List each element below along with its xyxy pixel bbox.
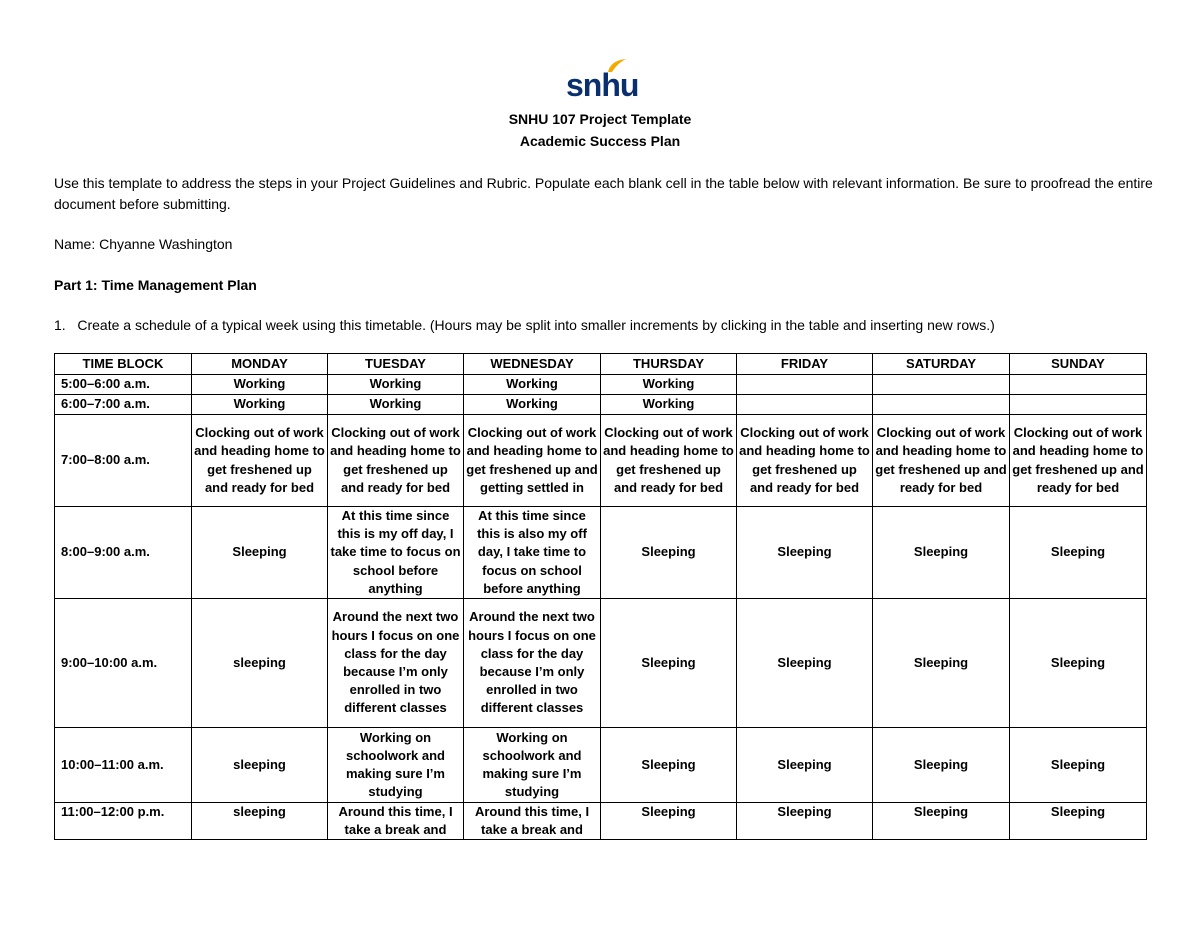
schedule-cell[interactable]: Sleeping [601, 507, 737, 599]
schedule-cell[interactable]: Around this time, I take a break and [464, 803, 601, 840]
schedule-cell[interactable]: Clocking out of work and heading home to get freshened up and ready for bed [601, 415, 737, 507]
name-line: Name: Chyanne Washington [54, 236, 233, 252]
schedule-cell[interactable] [1010, 375, 1147, 395]
schedule-cell[interactable]: Sleeping [601, 599, 737, 728]
step-text: Create a schedule of a typical week using this timetable. (Hours may be split into smaller increments by clicking in the table and inserting new rows.) [77, 317, 995, 333]
schedule-cell[interactable]: Sleeping [1010, 803, 1147, 840]
table-row [55, 507, 1147, 599]
schedule-cell[interactable] [1010, 395, 1147, 415]
time-cell[interactable]: 9:00–10:00 a.m. [55, 599, 192, 728]
schedule-cell[interactable]: Working [192, 375, 328, 395]
schedule-cell[interactable] [873, 395, 1010, 415]
header-monday: MONDAY [192, 354, 328, 375]
page-subtitle: Academic Success Plan [519, 133, 681, 149]
schedule-cell[interactable]: Clocking out of work and heading home to get freshened up and ready for bed [328, 415, 464, 507]
schedule-cell[interactable]: Sleeping [737, 803, 873, 840]
header-friday: FRIDAY [737, 354, 873, 375]
schedule-cell[interactable]: Working [328, 395, 464, 415]
schedule-cell[interactable]: Sleeping [1010, 507, 1147, 599]
schedule-cell[interactable]: Sleeping [737, 599, 873, 728]
schedule-cell[interactable]: Around the next two hours I focus on one class for the day because I’m only enrolled in two different classes [464, 599, 601, 728]
schedule-cell[interactable]: Sleeping [873, 507, 1010, 599]
time-cell[interactable]: 6:00–7:00 a.m. [55, 395, 192, 415]
schedule-cell[interactable]: Working on schoolwork and making sure I’m studying [464, 728, 601, 803]
schedule-cell[interactable]: Working [601, 375, 737, 395]
schedule-cell[interactable]: Working [464, 375, 601, 395]
page-title: SNHU 107 Project Template [508, 111, 692, 127]
schedule-cell[interactable]: Sleeping [192, 507, 328, 599]
schedule-cell[interactable]: Sleeping [1010, 728, 1147, 803]
step-number: 1. [54, 317, 66, 333]
schedule-cell[interactable]: Around this time, I take a break and [328, 803, 464, 840]
step-1 [54, 315, 1154, 336]
time-cell[interactable]: 10:00–11:00 a.m. [55, 728, 192, 803]
schedule-cell[interactable]: Clocking out of work and heading home to get freshened up and ready for bed [873, 415, 1010, 507]
schedule-cell[interactable]: Sleeping [601, 803, 737, 840]
schedule-cell[interactable]: Clocking out of work and heading home to get freshened up and ready for bed [192, 415, 328, 507]
snhu-logo [566, 58, 639, 104]
header-wednesday: WEDNESDAY [464, 354, 601, 375]
schedule-cell[interactable]: Clocking out of work and heading home to get freshened up and getting settled in [464, 415, 601, 507]
schedule-table [54, 353, 1147, 840]
logo-text: snhu [566, 67, 639, 103]
schedule-cell[interactable]: Working [328, 375, 464, 395]
schedule-cell[interactable]: sleeping [192, 803, 328, 840]
schedule-cell[interactable]: Sleeping [737, 507, 873, 599]
schedule-cell[interactable]: Sleeping [601, 728, 737, 803]
schedule-cell[interactable]: At this time since this is also my off day, I take time to focus on school before anything [464, 507, 601, 599]
schedule-cell[interactable]: Clocking out of work and heading home to get freshened up and ready for bed [737, 415, 873, 507]
table-row [55, 395, 1147, 415]
header-time-block: TIME BLOCK [55, 354, 192, 375]
table-header-row [55, 354, 1147, 375]
schedule-cell[interactable]: Working [464, 395, 601, 415]
schedule-cell[interactable]: At this time since this is my off day, I take time to focus on school before anything [328, 507, 464, 599]
header-thursday: THURSDAY [601, 354, 737, 375]
schedule-cell[interactable] [737, 375, 873, 395]
schedule-cell[interactable]: Clocking out of work and heading home to get freshened up and ready for bed [1010, 415, 1147, 507]
table-row [55, 375, 1147, 395]
header-saturday: SATURDAY [873, 354, 1010, 375]
schedule-cell[interactable]: Working on schoolwork and making sure I’m studying [328, 728, 464, 803]
table-row [55, 803, 1147, 840]
table-row [55, 415, 1147, 507]
intro-paragraph: Use this template to address the steps in your Project Guidelines and Rubric. Populate each blank cell in the table below with relevant information. Be sure to proofread the entire document before submitting. [54, 175, 1153, 212]
header-sunday: SUNDAY [1010, 354, 1147, 375]
time-cell[interactable]: 5:00–6:00 a.m. [55, 375, 192, 395]
schedule-cell[interactable]: sleeping [192, 599, 328, 728]
schedule-cell[interactable]: Working [192, 395, 328, 415]
schedule-cell[interactable]: Around the next two hours I focus on one class for the day because I’m only enrolled in two different classes [328, 599, 464, 728]
schedule-cell[interactable]: Sleeping [873, 803, 1010, 840]
time-cell[interactable]: 11:00–12:00 p.m. [55, 803, 192, 840]
flame-leaf-icon [606, 58, 628, 74]
schedule-cell[interactable]: Sleeping [737, 728, 873, 803]
schedule-cell[interactable] [737, 395, 873, 415]
part1-heading: Part 1: Time Management Plan [54, 277, 257, 293]
schedule-cell[interactable]: Working [601, 395, 737, 415]
schedule-cell[interactable]: Sleeping [873, 728, 1010, 803]
table-row [55, 599, 1147, 728]
time-cell[interactable]: 8:00–9:00 a.m. [55, 507, 192, 599]
header-tuesday: TUESDAY [328, 354, 464, 375]
schedule-cell[interactable]: sleeping [192, 728, 328, 803]
schedule-cell[interactable] [873, 375, 1010, 395]
schedule-cell[interactable]: Sleeping [873, 599, 1010, 728]
schedule-cell[interactable]: Sleeping [1010, 599, 1147, 728]
table-row [55, 728, 1147, 803]
time-cell[interactable]: 7:00–8:00 a.m. [55, 415, 192, 507]
